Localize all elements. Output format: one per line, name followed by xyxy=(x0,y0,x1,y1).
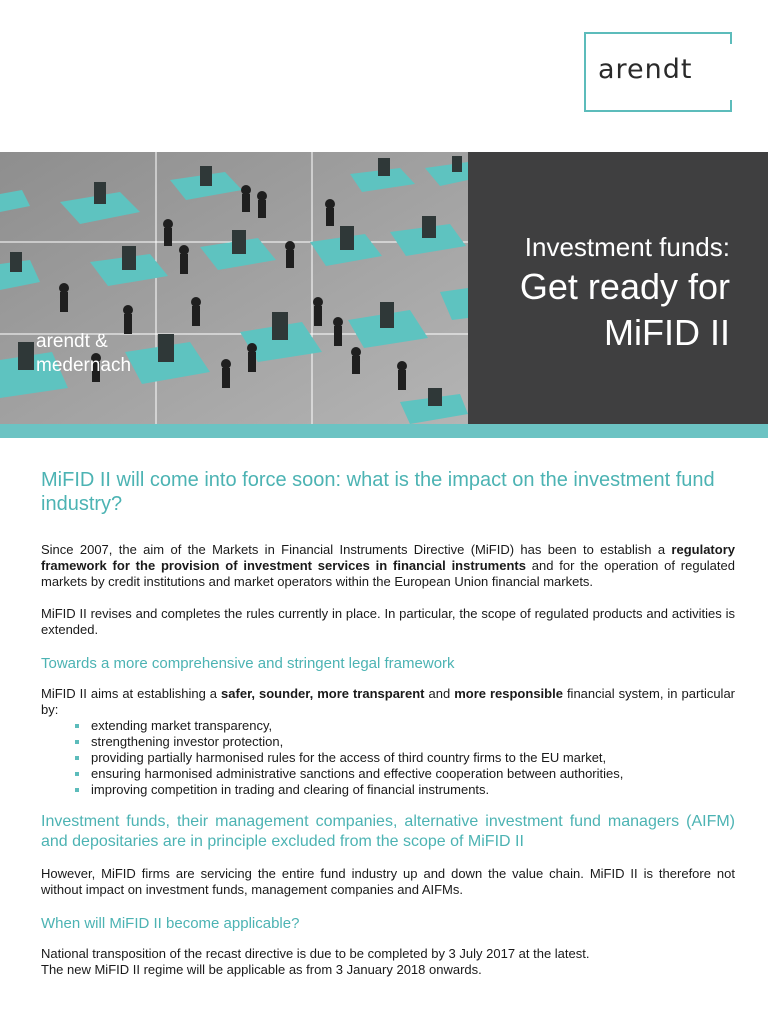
gallery-photo-image xyxy=(0,152,468,424)
section-heading-framework: Towards a more comprehensive and stringent legal framework xyxy=(41,655,455,672)
intro-text-1: Since 2007, the aim of the Markets in Financial Instruments Directive (MiFID) has been to establish a xyxy=(41,542,672,557)
brand-overlay xyxy=(36,330,131,378)
teal-divider-band xyxy=(0,424,768,438)
framework-bold-1: safer, sounder, more transparent xyxy=(221,686,425,701)
hero-title-line-1: Get ready for xyxy=(519,266,730,307)
objectives-list xyxy=(41,718,735,798)
applicable-line-1: National transposition of the recast directive is due to be completed by 3 July 2017 at the latest. xyxy=(41,946,590,961)
brand-line-1: arendt & xyxy=(36,331,108,352)
intro-text-2: and for the operation of regulated markets by credit institutions and market operators within the European Union financial markets. xyxy=(41,558,735,589)
framework-text-2: and xyxy=(424,686,455,701)
hero-subtitle: Investment funds: xyxy=(524,232,730,262)
applicable-line-2: The new MiFID II regime will be applicable as from 3 January 2018 onwards. xyxy=(41,962,482,977)
framework-text-3: financial system, in particular by: xyxy=(41,686,736,717)
framework-bold-2: more responsible xyxy=(454,686,563,701)
brand-line-2: medernach xyxy=(36,355,132,376)
exclusion-paragraph: However, MiFID firms are servicing the entire fund industry up and down the value chain. MiFID II is therefore not without impact on investment funds, management companies and AIFMs. xyxy=(41,866,735,897)
scope-paragraph: MiFID II revises and completes the rules currently in place. In particular, the scope of regulated products and activities is extended. xyxy=(41,606,735,637)
main-content xyxy=(41,468,735,994)
list-item: ensuring harmonised administrative sanctions and effective cooperation between authorities, xyxy=(73,766,735,782)
main-heading: MiFID II will come into force soon: what is the impact on the investment fund industry? xyxy=(41,469,715,515)
framework-paragraph xyxy=(41,686,735,718)
logo: arendt xyxy=(598,54,693,85)
hero-photo xyxy=(0,152,468,424)
list-item: strengthening investor protection, xyxy=(73,734,735,750)
hero-title-panel xyxy=(468,152,768,424)
hero-title-line-2: MiFID II xyxy=(604,312,730,353)
hero-banner xyxy=(0,152,768,424)
intro-bold: regulatory framework for the provision of investment services in financial instruments xyxy=(41,542,735,573)
list-item: improving competition in trading and clearing of financial instruments. xyxy=(73,782,735,798)
applicable-paragraph xyxy=(41,946,735,978)
list-item: extending market transparency, xyxy=(73,718,735,734)
section-heading-applicable: When will MiFID II become applicable? xyxy=(41,915,300,932)
intro-paragraph xyxy=(41,542,735,590)
list-item: providing partially harmonised rules for the access of third country firms to the EU market, xyxy=(73,750,735,766)
framework-text-1: MiFID II aims at establishing a xyxy=(41,686,222,701)
section-heading-exclusion: Investment funds, their management companies, alternative investment fund managers (AIFM) and depositaries are in principle excluded from the scope of MiFID II xyxy=(41,813,735,850)
